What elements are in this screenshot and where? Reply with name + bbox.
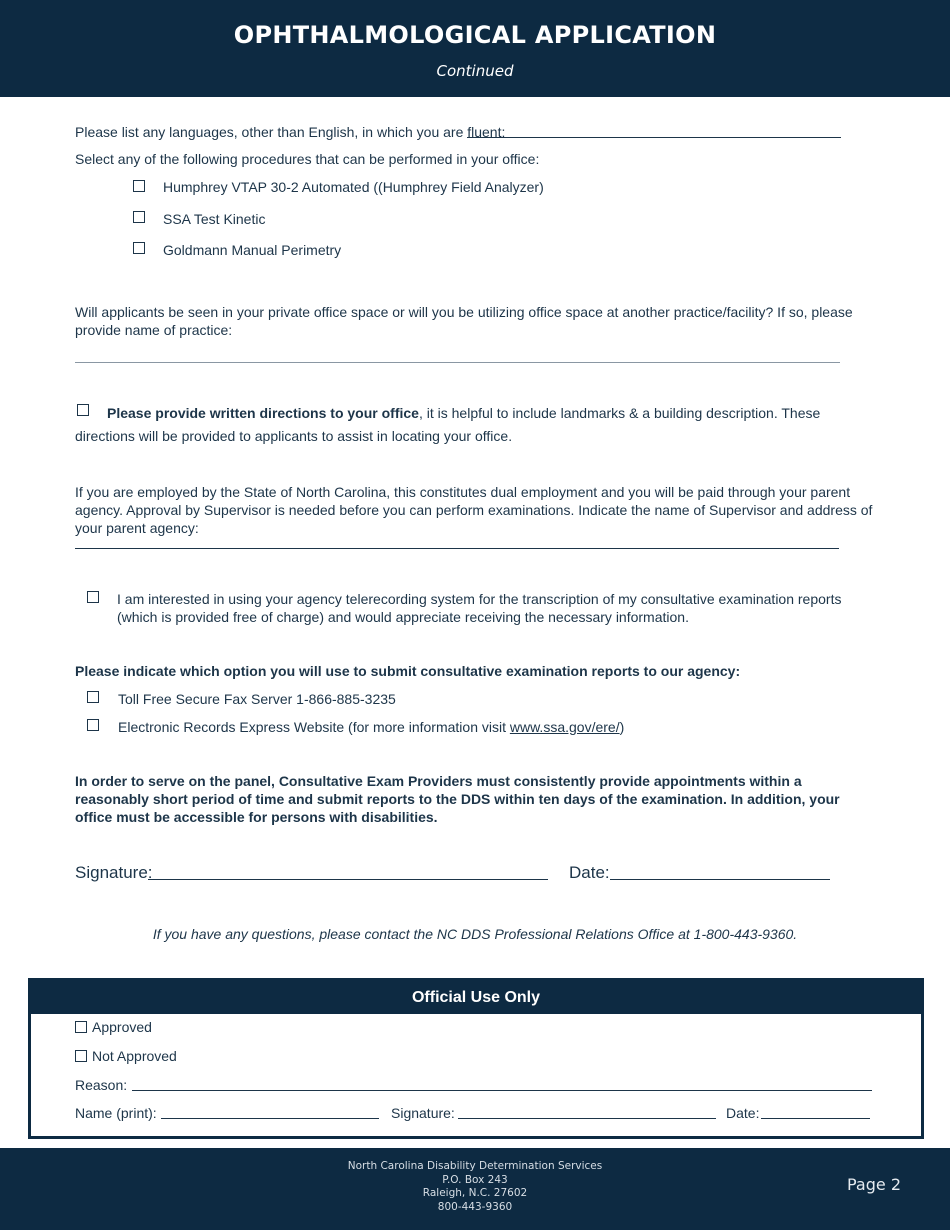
procedure-label-humphrey: Humphrey VTAP 30-2 Automated ((Humphrey Field Analyzer): [163, 179, 544, 195]
telerecording-text: I am interested in using your agency telerecording system for the transcription of my consultative examination reports (which is provided free of charge) and would appreciate receiving the necessary information.: [117, 591, 842, 625]
languages-prompt: Please list any languages, other than English, in which you are fluent:: [75, 124, 506, 140]
state-employment-text: If you are employed by the State of North Carolina, this constitutes dual employment and you will be paid through your parent agency. Approval by Supervisor is needed before you can perform examinations. Indicate the name of Supervisor and address of your parent agency:: [75, 484, 873, 536]
not-approved-label: Not Approved: [92, 1048, 177, 1064]
directions-rest: , it is helpful to include landmarks & a building description. These directions will be provided to applicants to assist in locating your office.: [75, 405, 821, 444]
official-signature-field[interactable]: [458, 1118, 716, 1119]
fax-label: Toll Free Secure Fax Server 1-866-885-3235: [118, 691, 396, 707]
not-approved-checkbox[interactable]: [75, 1050, 87, 1062]
form-title: OPHTHALMOLOGICAL APPLICATION: [233, 21, 717, 49]
office-space-prompt: Will applicants be seen in your private office space or will you be utilizing office space at another practice/facility? If so, please provide name of practice:: [75, 304, 853, 338]
page-number: Page 2: [847, 1175, 901, 1194]
footer-address: [0, 1160, 950, 1214]
approved-option: [75, 1018, 152, 1036]
procedure-checkbox-humphrey[interactable]: [133, 180, 145, 192]
office-space-field[interactable]: [75, 362, 840, 363]
not-approved-option: [75, 1047, 177, 1065]
procedure-checkbox-goldmann[interactable]: [133, 242, 145, 254]
official-date-field[interactable]: [761, 1118, 870, 1119]
ere-close: ): [619, 719, 625, 735]
ere-text: Electronic Records Express Website (for more information visit: [118, 719, 510, 735]
approved-checkbox[interactable]: [75, 1021, 87, 1033]
date-field[interactable]: [610, 879, 830, 880]
signature-label: Signature:: [75, 863, 153, 882]
form-subtitle: Continued: [436, 62, 514, 80]
supervisor-field[interactable]: [75, 548, 839, 549]
signature-field[interactable]: [148, 879, 548, 880]
ere-link[interactable]: www.ssa.gov/ere/: [509, 719, 620, 735]
official-use-title: Official Use Only: [31, 981, 921, 1014]
languages-field[interactable]: [467, 137, 841, 138]
procedure-label-ssa-kinetic: SSA Test Kinetic: [163, 211, 266, 227]
contact-note: If you have any questions, please contact the NC DDS Professional Relations Office at 1-800-443-9360.: [152, 926, 798, 942]
approved-label: Approved: [92, 1019, 152, 1035]
procedure-label-goldmann: Goldmann Manual Perimetry: [163, 242, 342, 258]
fax-checkbox[interactable]: [87, 691, 99, 703]
name-print-label: Name (print):: [75, 1105, 157, 1121]
directions-text: [75, 402, 875, 448]
reason-field[interactable]: [132, 1090, 872, 1091]
telerecording-checkbox[interactable]: [87, 591, 99, 603]
footer-org: North Carolina Disability Determination Services: [347, 1160, 603, 1172]
panel-notice: In order to serve on the panel, Consultative Exam Providers must consistently provide appointments within a reasonably short period of time and submit reports to the DDS within ten days of the examination. In addition, your office must be accessible for persons with disabilities.: [75, 773, 840, 825]
procedures-prompt: Select any of the following procedures that can be performed in your office:: [75, 151, 540, 167]
footer-city: Raleigh, N.C. 27602: [422, 1187, 528, 1199]
procedure-checkbox-ssa-kinetic[interactable]: [133, 211, 145, 223]
footer-po-box: P.O. Box 243: [442, 1173, 508, 1186]
directions-bold: Please provide written directions to your office: [107, 405, 419, 421]
name-print-field[interactable]: [161, 1118, 379, 1119]
ere-label: [118, 718, 624, 736]
official-signature-label: Signature:: [391, 1105, 455, 1121]
submit-prompt: Please indicate which option you will use to submit consultative examination reports to our agency:: [75, 663, 741, 679]
reason-label: Reason:: [75, 1077, 128, 1093]
page-footer: [0, 1148, 950, 1230]
page-header: [0, 0, 950, 97]
footer-phone: 800-443-9360: [437, 1200, 513, 1213]
official-date-label: Date:: [726, 1105, 760, 1121]
date-label: Date:: [569, 863, 610, 882]
ere-checkbox[interactable]: [87, 719, 99, 731]
